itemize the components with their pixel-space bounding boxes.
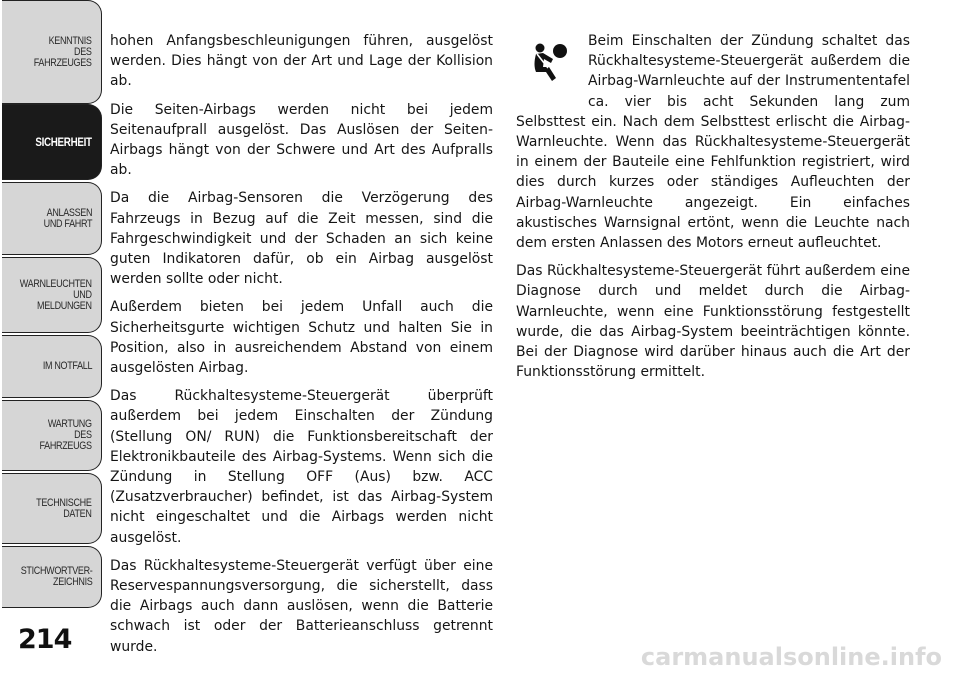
paragraph: Die Seiten-Airbags werden nicht bei jedem Seitenaufprall ausgelöst. Das Auslösen der Seiten-Airbags hängt von der Schwere und Art des Aufpralls ab.: [110, 101, 493, 179]
left-column: [110, 31, 493, 665]
tab-technische-daten[interactable]: TECHNISCHE DATEN: [2, 473, 102, 544]
tab-wartung-des-fahrzeugs[interactable]: WARTUNG DES FAHRZEUGS: [2, 400, 102, 471]
tab-sicherheit[interactable]: SICHERHEIT: [2, 104, 102, 180]
page-number: 214: [18, 624, 72, 655]
tab-stichwortverzeichnis[interactable]: STICHWORTVER- ZEICHNIS: [2, 546, 102, 608]
right-column: [516, 31, 910, 390]
tab-warnleuchten-und-meldungen[interactable]: WARNLEUCHTEN UND MELDUNGEN: [2, 257, 102, 333]
tab-kenntnis-des-fahrzeuges[interactable]: KENNTNIS DES FAHRZEUGES: [2, 0, 102, 104]
paragraph: Das Rückhaltesysteme-Steuergerät verfügt über eine Reservespannungsversorgung, die sicherstellt, dass die Airbags auch dann auslösen, wenn die Batterie schwach ist oder der Batterieanschluss getrennt wurde.: [110, 557, 493, 655]
watermark-text: carmanualsonline.info: [640, 643, 942, 671]
tab-anlassen-und-fahrt[interactable]: ANLASSEN UND FAHRT: [2, 182, 102, 255]
paragraph: hohen Anfangsbeschleunigungen führen, ausgelöst werden. Dies hängt von der Art und Lage der Kollision ab.: [110, 33, 493, 90]
paragraph: Da die Airbag-Sensoren die Verzögerung des Fahrzeugs in Bezug auf die Zeit messen, sind die Fahrgeschwindigkeit und der Schaden an sich keine guten Indikatoren dafür, ob ein Airbag ausgelöst werden sollte oder nicht.: [110, 190, 493, 288]
paragraph: Außerdem bieten bei jedem Unfall auch die Sicherheitsgurte wichtigen Schutz und halten Sie in Position, also in ausreichendem Abstand von einem ausgelösten Airbag.: [110, 299, 493, 377]
paragraph: Beim Einschalten der Zündung schaltet das Rückhaltesysteme-Steuergerät außerdem die Airbag-Warnleuchte auf der Instrumententafel ca. vier bis acht Sekunden lang zum Selbsttest ein. Nach dem Selbsttest erlischt die Airbag-Warnleuchte. Wenn das Rückhaltesysteme-Steuergerät in einem der Bauteile eine Fehlfunktion registriert, wird dies durch kurzes oder ständiges Aufleuchten der Airbag-Warnleuchte angezeigt. Ein einfaches akustisches Warnsignal ertönt, wenn die Leuchte nach dem ersten Anlassen des Motors erneut aufleuchtet.: [516, 33, 910, 252]
tab-im-notfall[interactable]: IM NOTFALL: [2, 335, 102, 398]
chapter-tabs: [0, 0, 104, 600]
paragraph: Das Rückhaltesysteme-Steuergerät überprüft außerdem bei jedem Einschalten der Zündung (Stellung ON/ RUN) die Funktionsbereitschaft der Elektronikbauteile des Airbag-Systems. Wenn sich die Zündung in Stellung OFF (Aus) bzw. ACC (Zusatzverbraucher) befindet, ist das Airbag-System nicht eingeschaltet und die Airbags werden nicht ausgelöst.: [110, 388, 493, 546]
airbag-warning-icon: [516, 31, 582, 111]
paragraph: Das Rückhaltesysteme-Steuergerät führt außerdem eine Diagnose durch und meldet durch die Airbag-Warnleuchte, wenn eine Funktionsstörung festgestellt wurde, die das Airbag-System beeinträchtigen könnte. Bei der Diagnose wird darüber hinaus auch die Art der Funktionsstörung ermittelt.: [516, 263, 910, 381]
